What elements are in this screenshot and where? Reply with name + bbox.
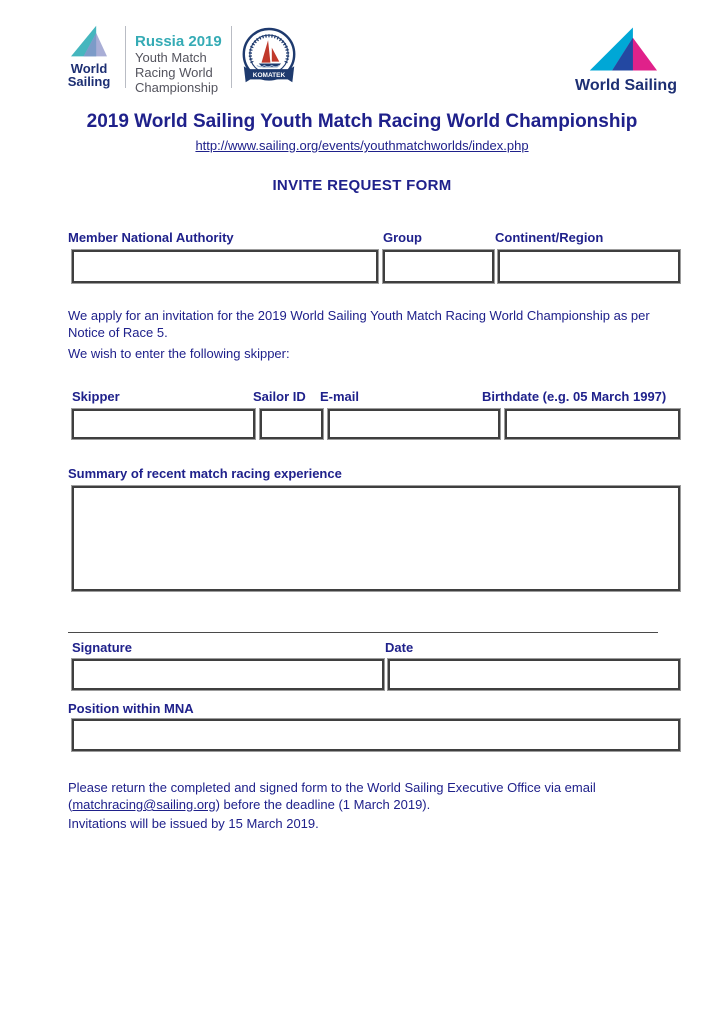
- date-input[interactable]: [388, 659, 680, 690]
- header-divider: [231, 26, 232, 88]
- signature-separator-line: [68, 632, 658, 633]
- world-sailing-wordmark-left: World Sailing: [67, 61, 111, 89]
- continent-label: Continent/Region: [495, 230, 604, 245]
- event-name: Russia 2019: [135, 33, 222, 50]
- event-header-lockup: [62, 24, 297, 95]
- event-line-3: Championship: [135, 80, 219, 95]
- event-url-line: [0, 138, 724, 153]
- signature-input[interactable]: [72, 659, 384, 690]
- return-text-post: ) before the deadline (1 March 2019).: [215, 797, 431, 812]
- skipper-input[interactable]: [72, 409, 255, 439]
- world-sailing-logo-right: [566, 24, 686, 95]
- mna-label: Member National Authority: [68, 230, 234, 245]
- mna-input[interactable]: [72, 250, 378, 283]
- page-title: 2019 World Sailing Youth Match Racing World Championship: [86, 111, 638, 132]
- birthdate-label: Birthdate (e.g. 05 March 1997): [482, 389, 667, 404]
- continent-input[interactable]: [498, 250, 680, 283]
- group-input[interactable]: [383, 250, 494, 283]
- summary-label: Summary of recent match racing experience: [68, 466, 342, 481]
- birthdate-input[interactable]: [505, 409, 680, 439]
- header-divider: [125, 26, 126, 88]
- position-label: Position within MNA: [68, 701, 194, 716]
- return-text-pre: Please return the completed and signed form to the World Sailing Executive Office via email (: [68, 780, 596, 812]
- skipper-label: Skipper: [72, 389, 120, 404]
- signature-label: Signature: [72, 640, 132, 655]
- event-line-2: Racing World: [135, 65, 213, 80]
- world-sailing-logo-left: [62, 24, 116, 88]
- badge-banner-text: KOMATEK: [252, 72, 285, 80]
- return-instructions: [68, 779, 643, 813]
- yacht-club-badge-icon: [241, 25, 297, 89]
- email-input[interactable]: [328, 409, 500, 439]
- world-sailing-sail-icon-large: [582, 24, 670, 74]
- summary-textarea[interactable]: [72, 486, 680, 591]
- apply-paragraph: We apply for an invitation for the 2019 World Sailing Youth Match Racing World Championship as per Notice of Race 5.: [68, 308, 650, 340]
- group-label: Group: [383, 230, 422, 245]
- position-input[interactable]: [72, 719, 680, 751]
- world-sailing-sail-icon: [68, 24, 110, 60]
- sailor-id-label: Sailor ID: [253, 389, 306, 404]
- yacht-club-badge: [241, 25, 297, 94]
- event-title-block: [135, 24, 222, 95]
- wish-paragraph: We wish to enter the following skipper:: [68, 346, 290, 361]
- invitations-note: Invitations will be issued by 15 March 2019.: [68, 816, 319, 831]
- world-sailing-wordmark-right: World Sailing: [575, 77, 677, 94]
- email-link[interactable]: matchracing@sailing.org: [72, 797, 216, 812]
- email-label: E-mail: [320, 389, 360, 404]
- form-heading: INVITE REQUEST FORM: [272, 177, 452, 194]
- date-label: Date: [385, 640, 414, 655]
- event-line-1: Youth Match: [135, 50, 207, 65]
- sailor-id-input[interactable]: [260, 409, 323, 439]
- event-url-link[interactable]: http://www.sailing.org/events/youthmatchworlds/index.php: [195, 138, 529, 153]
